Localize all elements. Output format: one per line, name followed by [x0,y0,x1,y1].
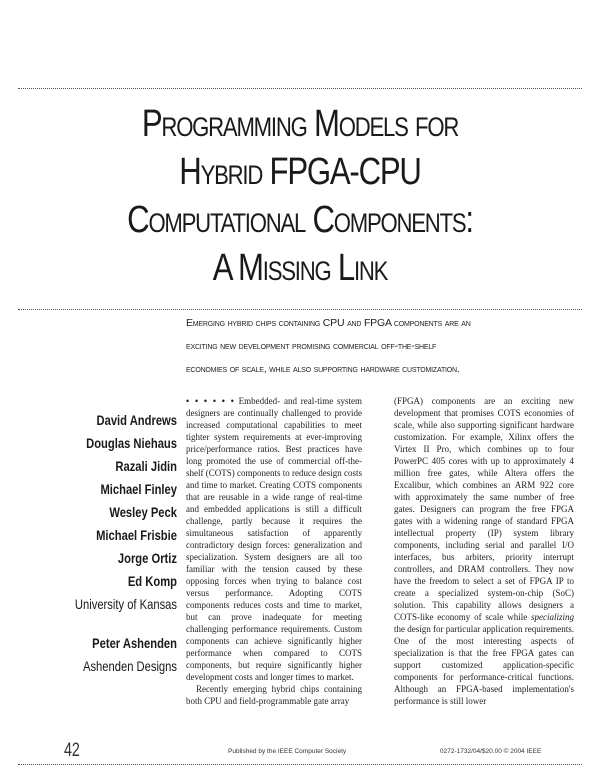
title-line: A Missing Link [212,247,388,289]
title-divider [18,309,582,310]
author-name: Douglas Niehaus [86,435,177,451]
author-affiliation: University of Kansas [74,596,177,612]
bottom-divider [18,764,582,765]
deck-line: exciting new development promising commercial off-the-shelf [186,340,437,352]
article-deck [186,312,586,381]
author-name: Razali Jidin [115,458,177,474]
author-affiliation: Ashenden Designs [82,658,177,674]
page-number: 42 [64,740,80,761]
page-footer [0,740,600,762]
author-name: Michael Finley [100,481,177,497]
title-line: Programming Models for [141,103,459,145]
author-name: Ed Komp [127,573,177,589]
body-paragraph: Recently emerging hybrid chips containing both CPU and field-programmable gate array [186,684,362,706]
top-divider [18,88,582,89]
deck-line: economies of scale, while also supporting hardware customization. [186,363,460,375]
article-title [54,100,546,292]
author-name: Michael Frisbie [96,527,177,543]
publisher-line: Published by the IEEE Computer Society [228,748,347,755]
author-name: Jorge Ortiz [117,550,177,566]
title-line: Computational Components: [127,199,473,241]
body-emphasis: specializing [531,612,574,622]
body-paragraph [394,395,574,707]
body-text: the design for particular application requirements. One of the most interesting aspects of specialization is that the free FPGA gates can support customized application-specific components for performance-critical functions. Although an FPGA-based implementation's performance is still lower [394,624,574,706]
author-name: Peter Ashenden [92,635,177,651]
body-text: Embedded- and real-time system designers are continually challenged to provide increased computational capabilities to meet tighter system requirements at ever-improving price/performance ratios. Best practices have long promoted the use of commercial off-the-shelf (COTS) components to reduce design costs and time to market. Creating COTS components that are reusable in a wide range of real-time and embedded applications is still a difficult challenge, partly because it requires the simultaneous satisfaction of apparently contradictory design forces: generalization and specialization. System designers are all too familiar with the tension caused by these opposing forces when trying to balance cost versus performance. Adopting COTS components reduces costs and time to market, but can prove inadequate for meeting challenging performance requirements. Custom components can achieve significantly higher performance when compared to COTS components, but require significantly higher development costs and longer times to market. [186,396,362,682]
body-text: (FPGA) components are an exciting new development that promises COTS economies of scale, while also supporting significant hardware customization. For example, Xilinx offers the Virtex II Pro, which combines up to four PowerPC 405 cores with up to approximately 4 million free gates, while Altera offers the Excalibur, which combines an ARM 922 core with approximately the same number of free gates. Designers can program the free FPGA gates with a widening range of standard FPGA intellectual property (IP) system library components, including serial and parallel I/O interfaces, bus arbiters, priority interrupt controllers, and DRAM controllers. They now have the freedom to select a set of FPGA IP to create a specialized system-on-chip (SoC) solution. This capability allows designers a COTS-like economy of scale while [394,396,574,622]
author-name: Wesley Peck [109,504,177,520]
body-paragraph [186,395,362,683]
author-name: David Andrews [96,412,177,428]
body-column-right [394,395,574,730]
author-list [40,409,177,678]
lead-dots: • • • • • • [186,396,235,406]
deck-line: Emerging hybrid chips containing CPU and FPGA components are an [186,317,471,329]
issn-copyright: 0272-1732/04/$20.00 © 2004 IEEE [440,748,542,755]
title-line: Hybrid FPGA-CPU [179,151,421,193]
body-column-left [186,395,362,730]
